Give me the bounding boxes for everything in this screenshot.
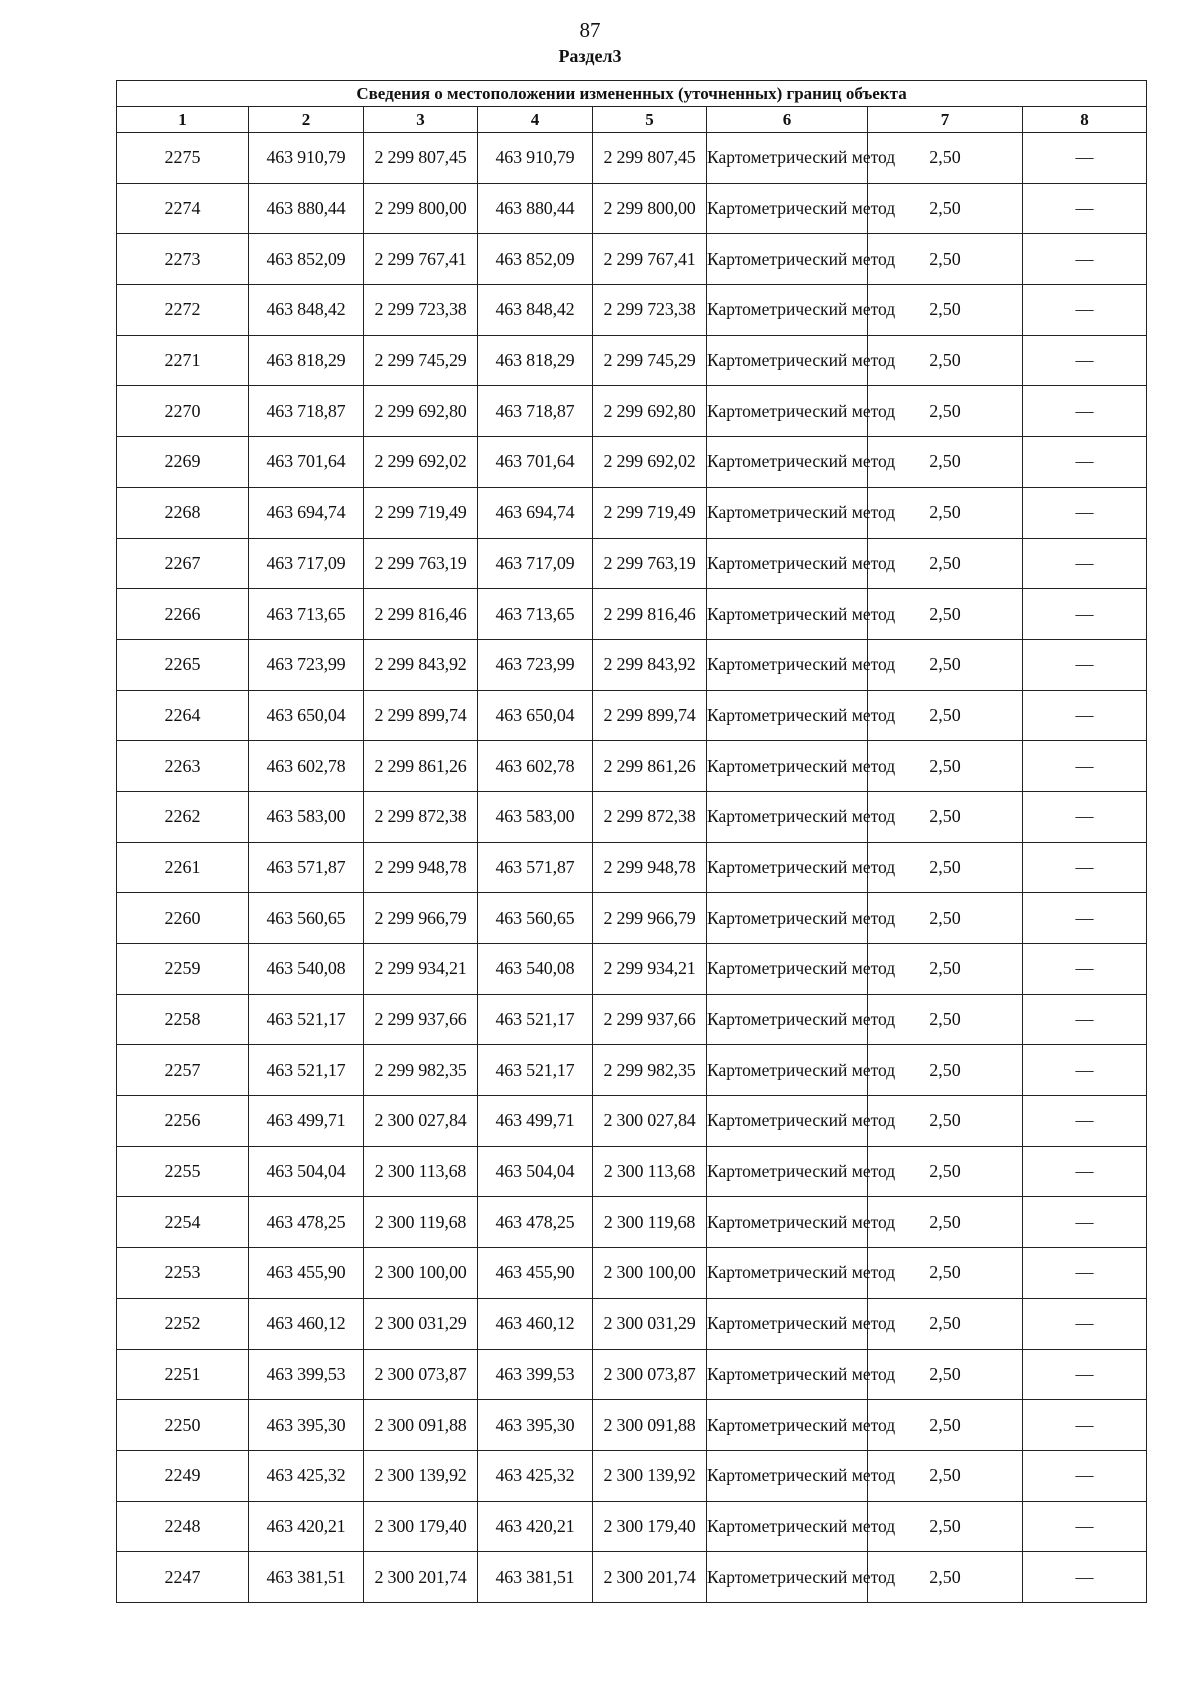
note-cell: —: [1023, 842, 1147, 893]
section-title: Раздел3: [558, 46, 622, 66]
existing-x-cell: 463 818,29: [249, 335, 364, 386]
note-cell: —: [1023, 741, 1147, 792]
refined-y-cell: 2 299 899,74: [593, 690, 707, 741]
note-cell: —: [1023, 690, 1147, 741]
existing-x-cell: 463 583,00: [249, 791, 364, 842]
existing-y-cell: 2 299 934,21: [364, 944, 478, 995]
existing-x-cell: 463 560,65: [249, 893, 364, 944]
point-number-cell: 2247: [117, 1552, 249, 1603]
refined-x-cell: 463 560,65: [478, 893, 593, 944]
existing-x-cell: 463 381,51: [249, 1552, 364, 1603]
accuracy-cell: 2,50: [868, 234, 1023, 285]
method-cell: Картометрический метод: [707, 690, 868, 741]
existing-y-cell: 2 300 073,87: [364, 1349, 478, 1400]
existing-x-cell: 463 478,25: [249, 1197, 364, 1248]
refined-x-cell: 463 717,09: [478, 538, 593, 589]
column-number: 2: [249, 107, 364, 133]
method-cell: Картометрический метод: [707, 639, 868, 690]
refined-x-cell: 463 395,30: [478, 1400, 593, 1451]
note-cell: —: [1023, 1096, 1147, 1147]
existing-y-cell: 2 300 113,68: [364, 1146, 478, 1197]
point-number-cell: 2267: [117, 538, 249, 589]
refined-y-cell: 2 300 027,84: [593, 1096, 707, 1147]
point-number-cell: 2248: [117, 1501, 249, 1552]
existing-y-cell: 2 299 861,26: [364, 741, 478, 792]
table-row: [117, 791, 1147, 842]
accuracy-cell: 2,50: [868, 1248, 1023, 1299]
table-row: [117, 285, 1147, 336]
table-row: [117, 1045, 1147, 1096]
refined-y-cell: 2 299 800,00: [593, 183, 707, 234]
refined-y-cell: 2 299 723,38: [593, 285, 707, 336]
refined-y-cell: 2 299 816,46: [593, 589, 707, 640]
point-number-cell: 2252: [117, 1298, 249, 1349]
method-cell: Картометрический метод: [707, 842, 868, 893]
refined-y-cell: 2 300 179,40: [593, 1501, 707, 1552]
existing-x-cell: 463 718,87: [249, 386, 364, 437]
refined-y-cell: 2 300 113,68: [593, 1146, 707, 1197]
accuracy-cell: 2,50: [868, 1298, 1023, 1349]
note-cell: —: [1023, 1146, 1147, 1197]
method-cell: Картометрический метод: [707, 285, 868, 336]
accuracy-cell: 2,50: [868, 386, 1023, 437]
note-cell: —: [1023, 487, 1147, 538]
existing-x-cell: 463 399,53: [249, 1349, 364, 1400]
method-cell: Картометрический метод: [707, 487, 868, 538]
accuracy-cell: 2,50: [868, 487, 1023, 538]
existing-x-cell: 463 723,99: [249, 639, 364, 690]
note-cell: —: [1023, 1045, 1147, 1096]
existing-x-cell: 463 395,30: [249, 1400, 364, 1451]
existing-x-cell: 463 455,90: [249, 1248, 364, 1299]
existing-y-cell: 2 300 119,68: [364, 1197, 478, 1248]
table-row: [117, 1450, 1147, 1501]
point-number-cell: 2259: [117, 944, 249, 995]
existing-y-cell: 2 300 139,92: [364, 1450, 478, 1501]
refined-y-cell: 2 299 872,38: [593, 791, 707, 842]
refined-x-cell: 463 571,87: [478, 842, 593, 893]
existing-y-cell: 2 300 100,00: [364, 1248, 478, 1299]
refined-x-cell: 463 540,08: [478, 944, 593, 995]
note-cell: —: [1023, 183, 1147, 234]
accuracy-cell: 2,50: [868, 1096, 1023, 1147]
method-cell: Картометрический метод: [707, 1552, 868, 1603]
note-cell: —: [1023, 335, 1147, 386]
refined-y-cell: 2 299 807,45: [593, 133, 707, 184]
refined-x-cell: 463 880,44: [478, 183, 593, 234]
method-cell: Картометрический метод: [707, 538, 868, 589]
method-cell: Картометрический метод: [707, 589, 868, 640]
method-cell: Картометрический метод: [707, 1298, 868, 1349]
point-number-cell: 2260: [117, 893, 249, 944]
point-number-cell: 2273: [117, 234, 249, 285]
accuracy-cell: 2,50: [868, 1349, 1023, 1400]
refined-x-cell: 463 650,04: [478, 690, 593, 741]
refined-y-cell: 2 299 934,21: [593, 944, 707, 995]
accuracy-cell: 2,50: [868, 538, 1023, 589]
table-row: [117, 589, 1147, 640]
accuracy-cell: 2,50: [868, 285, 1023, 336]
existing-x-cell: 463 571,87: [249, 842, 364, 893]
refined-y-cell: 2 300 100,00: [593, 1248, 707, 1299]
accuracy-cell: 2,50: [868, 741, 1023, 792]
table-row: [117, 994, 1147, 1045]
note-cell: —: [1023, 234, 1147, 285]
accuracy-cell: 2,50: [868, 335, 1023, 386]
point-number-cell: 2275: [117, 133, 249, 184]
refined-x-cell: 463 499,71: [478, 1096, 593, 1147]
point-number-cell: 2250: [117, 1400, 249, 1451]
existing-x-cell: 463 521,17: [249, 994, 364, 1045]
column-number: 1: [117, 107, 249, 133]
refined-y-cell: 2 299 948,78: [593, 842, 707, 893]
existing-x-cell: 463 460,12: [249, 1298, 364, 1349]
refined-x-cell: 463 521,17: [478, 1045, 593, 1096]
table-row: [117, 538, 1147, 589]
method-cell: Картометрический метод: [707, 791, 868, 842]
existing-y-cell: 2 300 201,74: [364, 1552, 478, 1603]
existing-x-cell: 463 425,32: [249, 1450, 364, 1501]
existing-x-cell: 463 521,17: [249, 1045, 364, 1096]
existing-x-cell: 463 910,79: [249, 133, 364, 184]
existing-y-cell: 2 299 723,38: [364, 285, 478, 336]
accuracy-cell: 2,50: [868, 1045, 1023, 1096]
method-cell: Картометрический метод: [707, 1248, 868, 1299]
point-number-cell: 2257: [117, 1045, 249, 1096]
existing-y-cell: 2 299 982,35: [364, 1045, 478, 1096]
column-number: 6: [707, 107, 868, 133]
existing-y-cell: 2 299 763,19: [364, 538, 478, 589]
refined-y-cell: 2 299 692,02: [593, 437, 707, 488]
refined-y-cell: 2 300 031,29: [593, 1298, 707, 1349]
accuracy-cell: 2,50: [868, 842, 1023, 893]
refined-x-cell: 463 420,21: [478, 1501, 593, 1552]
table-row: [117, 639, 1147, 690]
note-cell: —: [1023, 1450, 1147, 1501]
method-cell: Картометрический метод: [707, 437, 868, 488]
table-row: [117, 437, 1147, 488]
column-number: 8: [1023, 107, 1147, 133]
accuracy-cell: 2,50: [868, 893, 1023, 944]
table-row: [117, 842, 1147, 893]
table-row: [117, 335, 1147, 386]
note-cell: —: [1023, 1501, 1147, 1552]
existing-y-cell: 2 299 767,41: [364, 234, 478, 285]
existing-y-cell: 2 300 027,84: [364, 1096, 478, 1147]
refined-x-cell: 463 701,64: [478, 437, 593, 488]
table-row: [117, 741, 1147, 792]
refined-x-cell: 463 910,79: [478, 133, 593, 184]
table-row: [117, 1298, 1147, 1349]
existing-y-cell: 2 300 179,40: [364, 1501, 478, 1552]
method-cell: Картометрический метод: [707, 1501, 868, 1552]
accuracy-cell: 2,50: [868, 133, 1023, 184]
note-cell: —: [1023, 133, 1147, 184]
method-cell: Картометрический метод: [707, 133, 868, 184]
table-row: [117, 1349, 1147, 1400]
note-cell: —: [1023, 893, 1147, 944]
point-number-cell: 2256: [117, 1096, 249, 1147]
point-number-cell: 2251: [117, 1349, 249, 1400]
note-cell: —: [1023, 589, 1147, 640]
existing-y-cell: 2 299 843,92: [364, 639, 478, 690]
refined-y-cell: 2 300 201,74: [593, 1552, 707, 1603]
existing-x-cell: 463 713,65: [249, 589, 364, 640]
refined-y-cell: 2 299 767,41: [593, 234, 707, 285]
refined-x-cell: 463 723,99: [478, 639, 593, 690]
point-number-cell: 2264: [117, 690, 249, 741]
note-cell: —: [1023, 1552, 1147, 1603]
table-row: [117, 1248, 1147, 1299]
method-cell: Картометрический метод: [707, 1400, 868, 1451]
existing-y-cell: 2 299 692,02: [364, 437, 478, 488]
existing-y-cell: 2 299 807,45: [364, 133, 478, 184]
refined-y-cell: 2 300 073,87: [593, 1349, 707, 1400]
method-cell: Картометрический метод: [707, 1096, 868, 1147]
note-cell: —: [1023, 1400, 1147, 1451]
boundary-coordinates-table: [116, 80, 1147, 1603]
refined-x-cell: 463 694,74: [478, 487, 593, 538]
point-number-cell: 2270: [117, 386, 249, 437]
existing-x-cell: 463 650,04: [249, 690, 364, 741]
table-row: [117, 1096, 1147, 1147]
method-cell: Картометрический метод: [707, 1197, 868, 1248]
existing-y-cell: 2 299 948,78: [364, 842, 478, 893]
existing-y-cell: 2 299 899,74: [364, 690, 478, 741]
refined-x-cell: 463 455,90: [478, 1248, 593, 1299]
refined-x-cell: 463 583,00: [478, 791, 593, 842]
table-row: [117, 386, 1147, 437]
accuracy-cell: 2,50: [868, 994, 1023, 1045]
note-cell: —: [1023, 1298, 1147, 1349]
column-number: 4: [478, 107, 593, 133]
refined-x-cell: 463 602,78: [478, 741, 593, 792]
point-number-cell: 2265: [117, 639, 249, 690]
refined-x-cell: 463 713,65: [478, 589, 593, 640]
note-cell: —: [1023, 1248, 1147, 1299]
accuracy-cell: 2,50: [868, 639, 1023, 690]
point-number-cell: 2274: [117, 183, 249, 234]
method-cell: Картометрический метод: [707, 183, 868, 234]
existing-y-cell: 2 299 745,29: [364, 335, 478, 386]
method-cell: Картометрический метод: [707, 335, 868, 386]
refined-x-cell: 463 521,17: [478, 994, 593, 1045]
point-number-cell: 2254: [117, 1197, 249, 1248]
note-cell: —: [1023, 791, 1147, 842]
refined-y-cell: 2 299 843,92: [593, 639, 707, 690]
method-cell: Картометрический метод: [707, 1146, 868, 1197]
existing-y-cell: 2 299 872,38: [364, 791, 478, 842]
table-row: [117, 234, 1147, 285]
point-number-cell: 2255: [117, 1146, 249, 1197]
table-row: [117, 1501, 1147, 1552]
table-row: [117, 690, 1147, 741]
table-body: [117, 133, 1147, 1603]
column-number: 5: [593, 107, 707, 133]
accuracy-cell: 2,50: [868, 1450, 1023, 1501]
existing-y-cell: 2 300 031,29: [364, 1298, 478, 1349]
refined-x-cell: 463 718,87: [478, 386, 593, 437]
existing-x-cell: 463 540,08: [249, 944, 364, 995]
refined-y-cell: 2 300 119,68: [593, 1197, 707, 1248]
table-row: [117, 1400, 1147, 1451]
existing-y-cell: 2 299 800,00: [364, 183, 478, 234]
existing-x-cell: 463 848,42: [249, 285, 364, 336]
refined-x-cell: 463 504,04: [478, 1146, 593, 1197]
note-cell: —: [1023, 386, 1147, 437]
point-number-cell: 2268: [117, 487, 249, 538]
refined-y-cell: 2 299 745,29: [593, 335, 707, 386]
accuracy-cell: 2,50: [868, 1197, 1023, 1248]
refined-y-cell: 2 299 763,19: [593, 538, 707, 589]
point-number-cell: 2258: [117, 994, 249, 1045]
accuracy-cell: 2,50: [868, 589, 1023, 640]
existing-x-cell: 463 499,71: [249, 1096, 364, 1147]
refined-y-cell: 2 299 982,35: [593, 1045, 707, 1096]
existing-y-cell: 2 299 937,66: [364, 994, 478, 1045]
point-number-cell: 2249: [117, 1450, 249, 1501]
table-row: [117, 133, 1147, 184]
column-number-row: [117, 107, 1147, 133]
method-cell: Картометрический метод: [707, 234, 868, 285]
point-number-cell: 2263: [117, 741, 249, 792]
note-cell: —: [1023, 639, 1147, 690]
method-cell: Картометрический метод: [707, 893, 868, 944]
table-row: [117, 1146, 1147, 1197]
accuracy-cell: 2,50: [868, 1501, 1023, 1552]
method-cell: Картометрический метод: [707, 1450, 868, 1501]
refined-y-cell: 2 299 966,79: [593, 893, 707, 944]
refined-x-cell: 463 460,12: [478, 1298, 593, 1349]
existing-x-cell: 463 701,64: [249, 437, 364, 488]
existing-x-cell: 463 852,09: [249, 234, 364, 285]
refined-x-cell: 463 381,51: [478, 1552, 593, 1603]
refined-x-cell: 463 478,25: [478, 1197, 593, 1248]
existing-x-cell: 463 694,74: [249, 487, 364, 538]
table-row: [117, 183, 1147, 234]
page-number: 87: [579, 18, 601, 42]
method-cell: Картометрический метод: [707, 1349, 868, 1400]
point-number-cell: 2269: [117, 437, 249, 488]
accuracy-cell: 2,50: [868, 1146, 1023, 1197]
refined-y-cell: 2 299 937,66: [593, 994, 707, 1045]
existing-x-cell: 463 420,21: [249, 1501, 364, 1552]
refined-y-cell: 2 299 692,80: [593, 386, 707, 437]
existing-y-cell: 2 299 692,80: [364, 386, 478, 437]
method-cell: Картометрический метод: [707, 994, 868, 1045]
method-cell: Картометрический метод: [707, 741, 868, 792]
refined-y-cell: 2 300 139,92: [593, 1450, 707, 1501]
point-number-cell: 2261: [117, 842, 249, 893]
accuracy-cell: 2,50: [868, 1400, 1023, 1451]
note-cell: —: [1023, 538, 1147, 589]
method-cell: Картометрический метод: [707, 944, 868, 995]
table-row: [117, 487, 1147, 538]
refined-x-cell: 463 818,29: [478, 335, 593, 386]
accuracy-cell: 2,50: [868, 1552, 1023, 1603]
table-row: [117, 893, 1147, 944]
existing-x-cell: 463 717,09: [249, 538, 364, 589]
point-number-cell: 2266: [117, 589, 249, 640]
point-number-cell: 2272: [117, 285, 249, 336]
existing-x-cell: 463 602,78: [249, 741, 364, 792]
refined-y-cell: 2 299 719,49: [593, 487, 707, 538]
refined-x-cell: 463 848,42: [478, 285, 593, 336]
point-number-cell: 2271: [117, 335, 249, 386]
existing-y-cell: 2 299 966,79: [364, 893, 478, 944]
existing-y-cell: 2 299 816,46: [364, 589, 478, 640]
column-number: 3: [364, 107, 478, 133]
existing-x-cell: 463 504,04: [249, 1146, 364, 1197]
accuracy-cell: 2,50: [868, 690, 1023, 741]
existing-y-cell: 2 300 091,88: [364, 1400, 478, 1451]
accuracy-cell: 2,50: [868, 791, 1023, 842]
note-cell: —: [1023, 1197, 1147, 1248]
column-number: 7: [868, 107, 1023, 133]
point-number-cell: 2262: [117, 791, 249, 842]
note-cell: —: [1023, 944, 1147, 995]
refined-x-cell: 463 399,53: [478, 1349, 593, 1400]
note-cell: —: [1023, 285, 1147, 336]
point-number-cell: 2253: [117, 1248, 249, 1299]
note-cell: —: [1023, 437, 1147, 488]
method-cell: Картометрический метод: [707, 1045, 868, 1096]
method-cell: Картометрический метод: [707, 386, 868, 437]
table-row: [117, 944, 1147, 995]
refined-x-cell: 463 852,09: [478, 234, 593, 285]
existing-y-cell: 2 299 719,49: [364, 487, 478, 538]
existing-x-cell: 463 880,44: [249, 183, 364, 234]
table-caption: Сведения о местоположении измененных (уточненных) границ объекта: [117, 81, 1147, 107]
accuracy-cell: 2,50: [868, 437, 1023, 488]
table-row: [117, 1197, 1147, 1248]
table-row: [117, 1552, 1147, 1603]
refined-y-cell: 2 300 091,88: [593, 1400, 707, 1451]
note-cell: —: [1023, 1349, 1147, 1400]
refined-y-cell: 2 299 861,26: [593, 741, 707, 792]
accuracy-cell: 2,50: [868, 183, 1023, 234]
accuracy-cell: 2,50: [868, 944, 1023, 995]
note-cell: —: [1023, 994, 1147, 1045]
refined-x-cell: 463 425,32: [478, 1450, 593, 1501]
